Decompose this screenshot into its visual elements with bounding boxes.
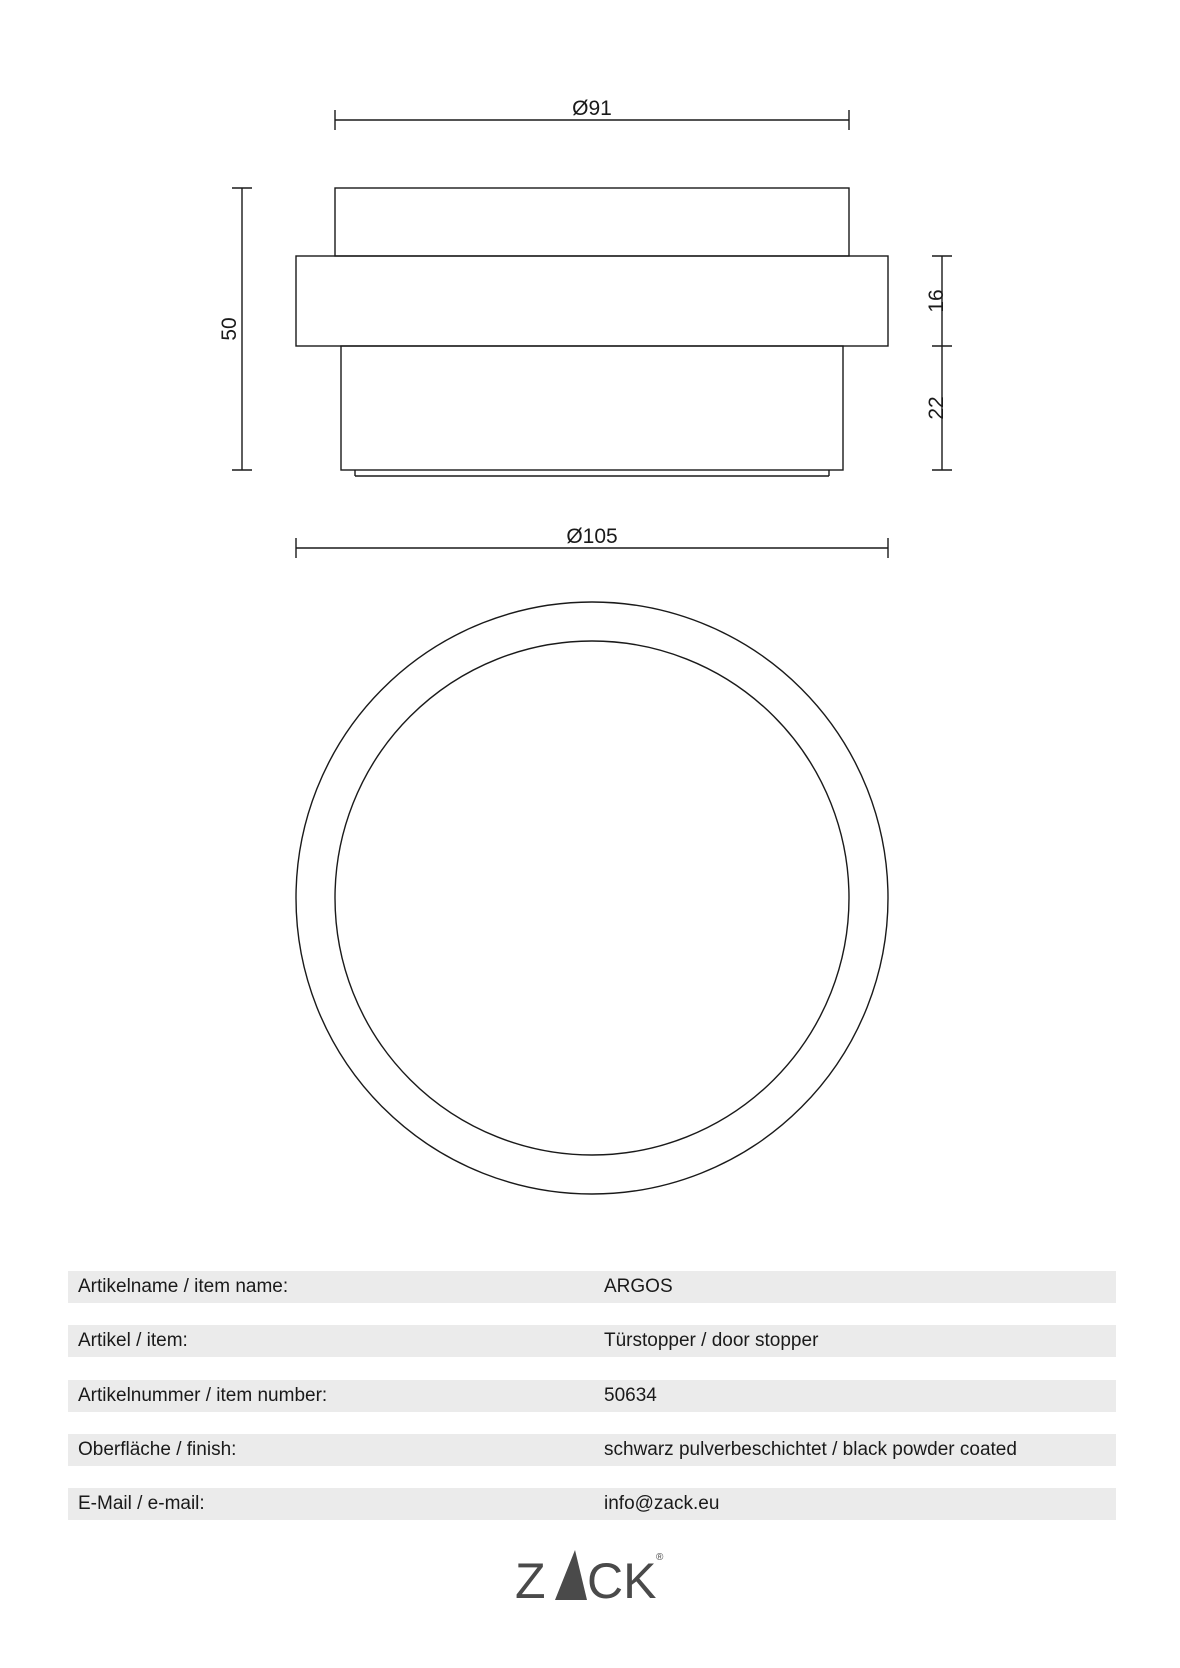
label-bottom-diameter: Ø105 xyxy=(566,525,618,548)
label-top-diameter: Ø91 xyxy=(572,97,612,120)
dimension-right-heights-line xyxy=(932,256,952,470)
spec-value: Türstopper / door stopper xyxy=(604,1330,819,1351)
spec-value: 50634 xyxy=(604,1385,657,1406)
spec-value: info@zack.eu xyxy=(604,1493,720,1514)
spec-label: Artikel / item: xyxy=(78,1330,188,1351)
top-view-inner-circle xyxy=(335,641,849,1155)
zack-logo xyxy=(515,1544,675,1604)
spec-row-item-name xyxy=(68,1271,1116,1303)
svg-text:Z: Z xyxy=(515,1553,546,1604)
spec-label: Artikelnummer / item number: xyxy=(78,1385,328,1406)
top-view-outer-circle xyxy=(296,602,888,1194)
spec-label: Artikelname / item name: xyxy=(78,1276,289,1297)
spec-label: Oberfläche / finish: xyxy=(78,1439,237,1460)
label-total-height: 50 xyxy=(218,317,241,341)
spec-label: E-Mail / e-mail: xyxy=(78,1493,205,1514)
stopper-top-cap xyxy=(335,188,849,256)
spec-value: schwarz pulverbeschichtet / black powder coated xyxy=(604,1439,1017,1460)
spec-row-email xyxy=(68,1488,1116,1520)
svg-text:CK: CK xyxy=(587,1553,657,1604)
spec-row-item-number xyxy=(68,1380,1116,1412)
stopper-ring xyxy=(296,256,888,346)
stopper-base-plate xyxy=(355,470,829,476)
label-lower-height: 22 xyxy=(925,396,948,420)
label-ring-height: 16 xyxy=(925,289,948,313)
stopper-lower-body xyxy=(341,346,843,470)
svg-text:®: ® xyxy=(656,1552,664,1563)
spec-row-item xyxy=(68,1325,1116,1357)
spec-row-finish xyxy=(68,1434,1116,1466)
spec-value: ARGOS xyxy=(604,1276,673,1297)
logo-triangle-icon xyxy=(555,1550,587,1600)
